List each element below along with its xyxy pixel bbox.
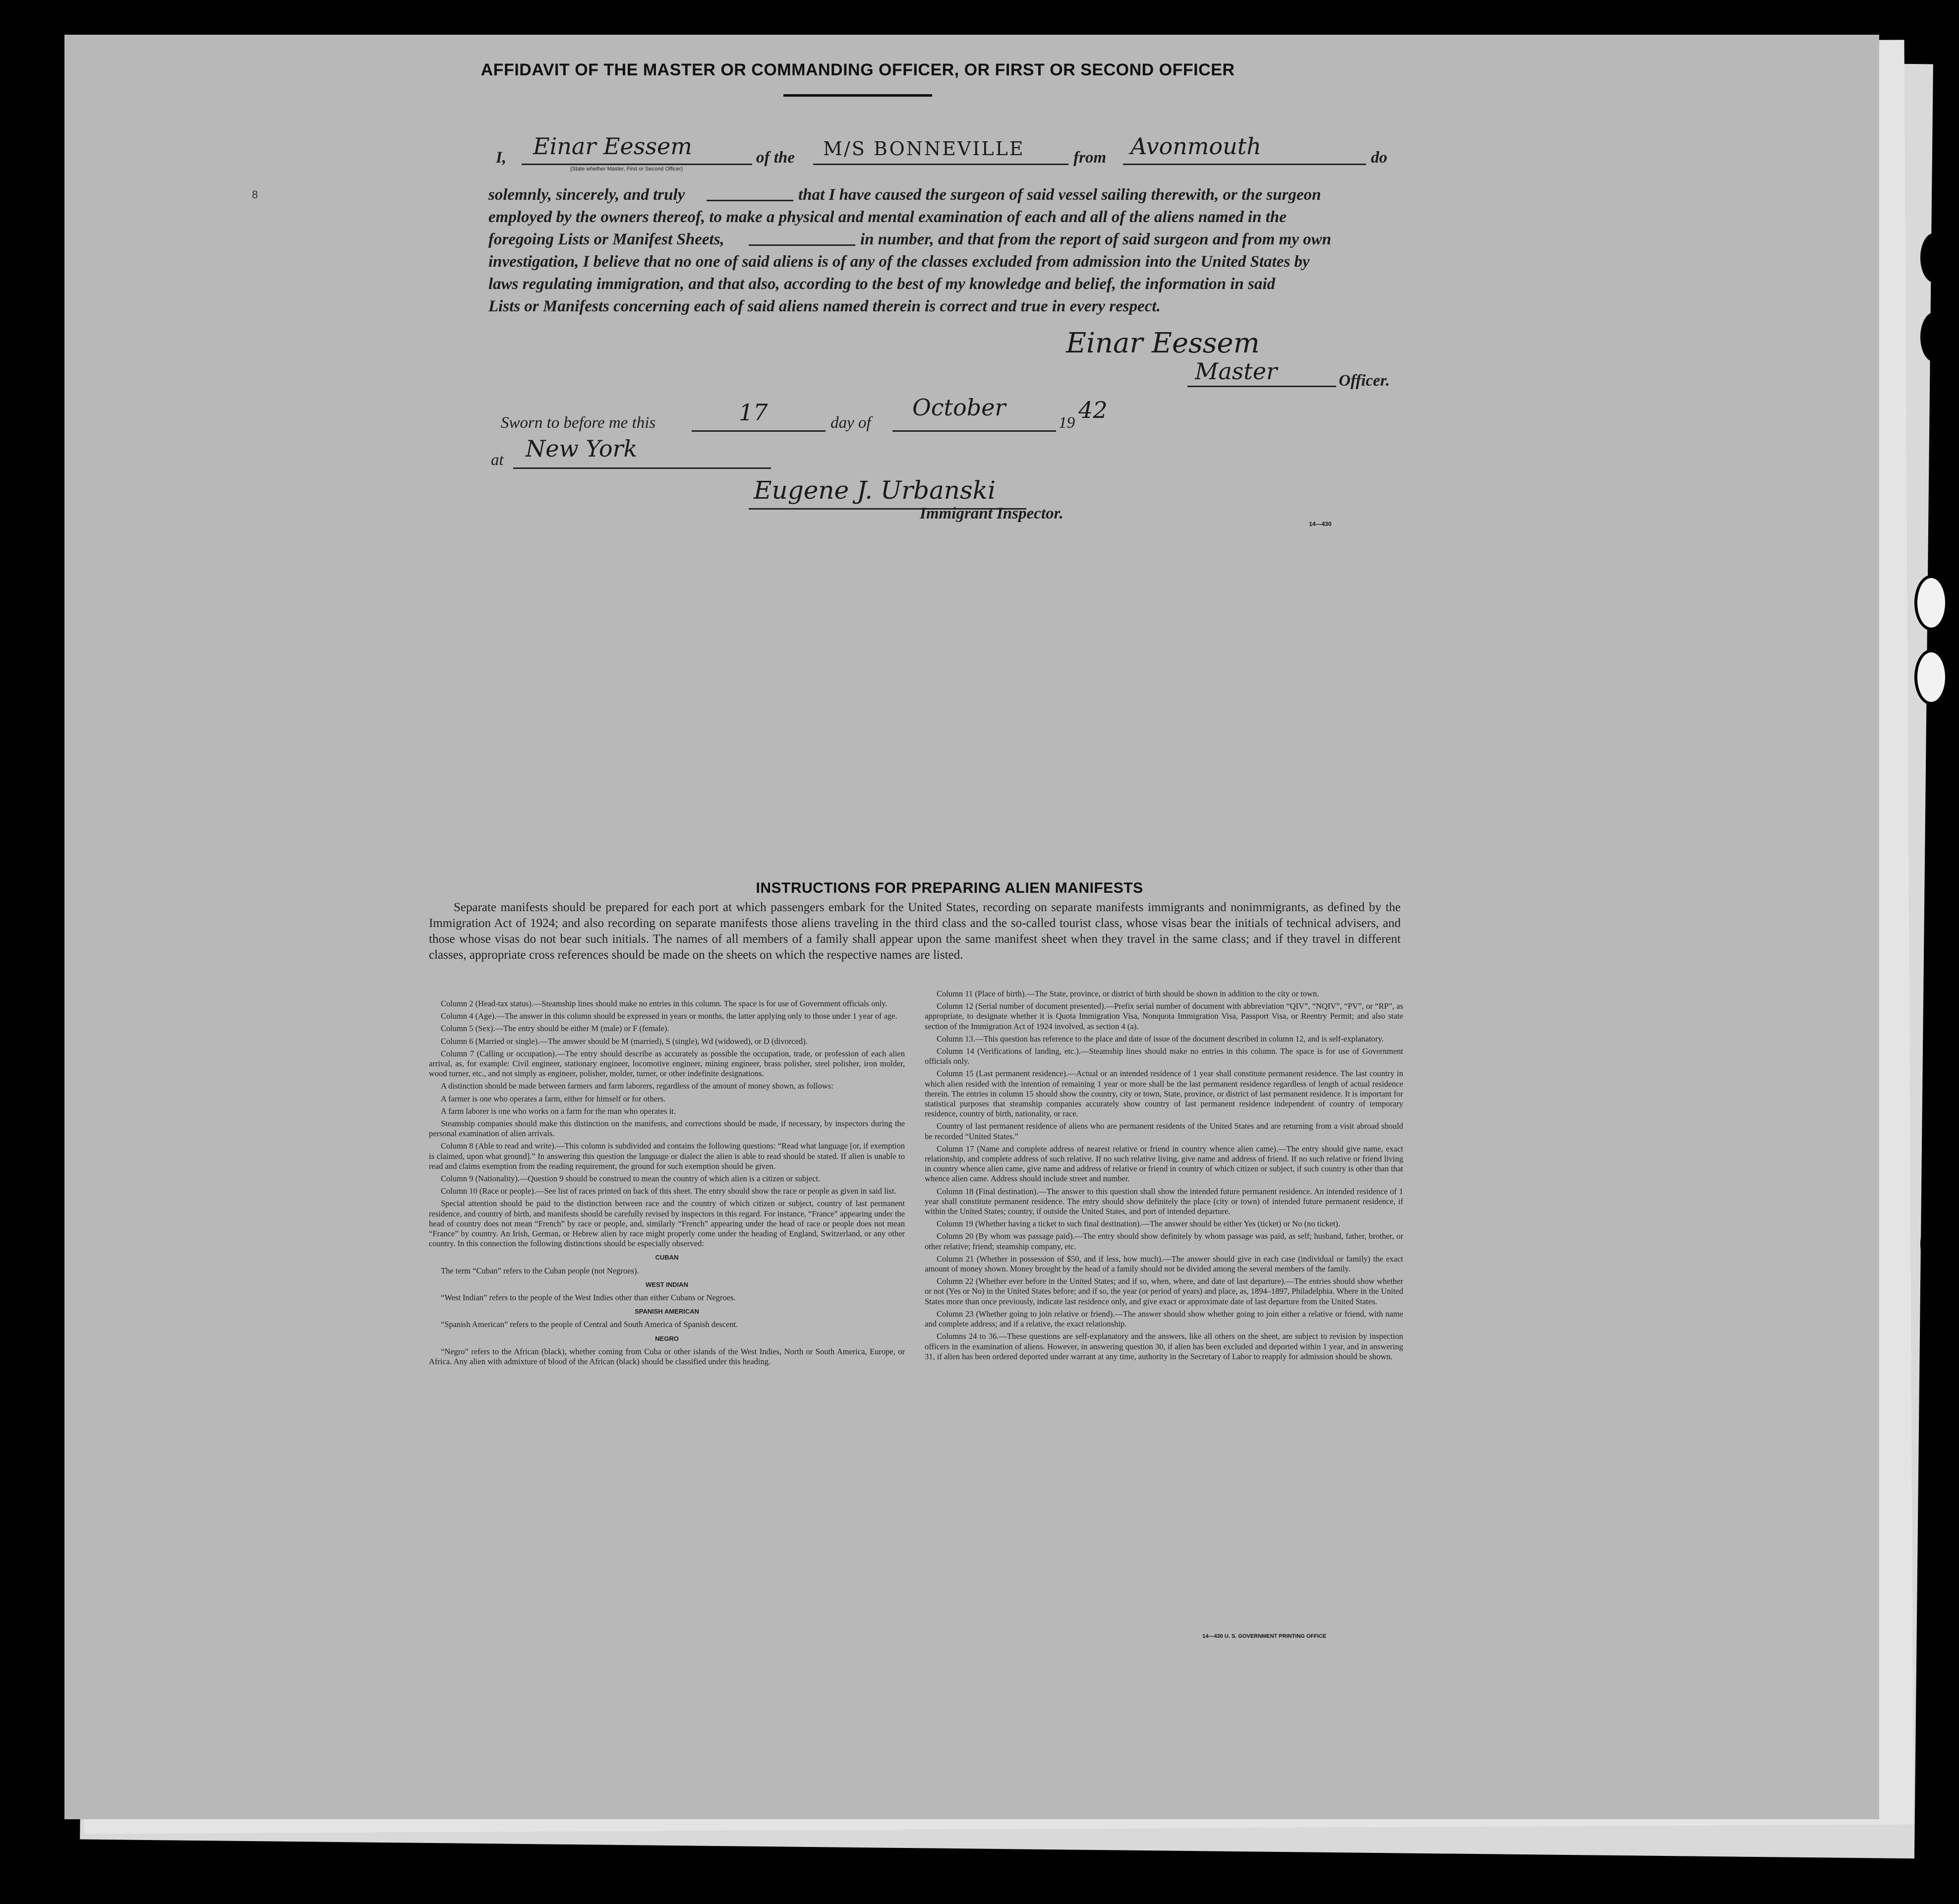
instruction-paragraph: Columns 24 to 36.—These questions are self-explanatory and the answers, like all others on the sheet, are subject to revision by inspection officers in the examination of aliens. However, in answering question 30, if alien has been excluded and deported within 1 year, and in answering 31, if alien has been ordered deported under warrant at any time, authority in the Secretary of Labor to reapply for admission should be shown.	[925, 1331, 1403, 1361]
affidavit-body-line: investigation, I believe that no one of said aliens is of any of the classes excluded from admission into the United States by	[488, 253, 1310, 271]
instruction-paragraph: Column 21 (Whether in possession of $50, and if less, how much).—The answer should give in each case (individual or family) the exact amount of money shown. Money brought by the head of a family should not be divided among the several members of the family.	[925, 1254, 1403, 1274]
instruction-paragraph: Column 10 (Race or people).—See list of races printed on back of this sheet. The entry should show the race or people as given in said list.	[441, 1186, 896, 1196]
instruction-paragraph: Column 12 (Serial number of document presented).—Prefix serial number of document with abbreviation “QIV”, “NQIV”, “PV”, or “RP”, as appropriate, to designate whether it is Quota Immigration Visa, Nonquota Immigration Visa, Passport Visa, or Reentry Permit; and also state section of the Immigration Act of 1924 involved, as section 4 (a).	[925, 1001, 1403, 1031]
section-heading-west-indian: WEST INDIAN	[646, 1280, 688, 1288]
affidavit-title: AFFIDAVIT OF THE MASTER OR COMMANDING OFFICER, OR FIRST OR SECOND OFFICER	[480, 60, 1235, 79]
master-signature: Einar Eessem	[1066, 327, 1260, 359]
instruction-paragraph: “Spanish American” refers to the people of Central and South America of Spanish descent.	[441, 1320, 738, 1329]
affidavit-body-line: in number, and that from the report of said surgeon and from my own	[860, 231, 1331, 248]
affidavit-body-line: employed by the owners thereof, to make a physical and mental examination of each and all of the aliens named in the	[488, 208, 1287, 226]
text-of-the: of the	[756, 149, 795, 167]
officer-label: Officer.	[1339, 372, 1390, 390]
binder-hole	[1920, 1289, 1948, 1338]
instruction-paragraph: Column 11 (Place of birth).—The State, province, or district of birth should be shown in addition to the city or town.	[937, 989, 1319, 998]
handwritten-year: 42	[1078, 397, 1108, 423]
instruction-paragraph: Column 6 (Married or single).—The answer should be M (married), S (single), Wd (widowed), or D (divorced).	[441, 1036, 808, 1046]
instruction-paragraph: A farmer is one who operates a farm, either for himself or for others.	[441, 1094, 666, 1103]
handwritten-name: Einar Eessem	[533, 133, 692, 160]
text-do: do	[1371, 149, 1387, 167]
binder-hole	[1920, 312, 1948, 362]
instruction-paragraph: A farm laborer is one who works on a farm for the man who operates it.	[441, 1106, 676, 1116]
instructions-intro: Separate manifests should be prepared for each port at which passengers embark for the United States, recording on separate manifests immigrants and nonimmigrants, as defined by the Immigration Act of 1924; and also recording on separate manifests those aliens traveling in the third class and the so-called tourist class, whose visas bear the initials of technical advisers, and those whose visas do not bear such initials. The names of all members of a family shall appear upon the same manifest sheet when they travel in the same class; and if they travel in different classes, appropriate cross references should be made on the sheets on which the respective names are listed.	[429, 901, 1401, 962]
margin-mark: 8	[252, 188, 258, 201]
instruction-paragraph: The term “Cuban” refers to the Cuban people (not Negroes).	[441, 1266, 639, 1275]
section-heading-cuban: CUBAN	[655, 1254, 679, 1262]
inspector-label: Immigrant Inspector.	[920, 505, 1064, 522]
inspector-signature: Eugene J. Urbanski	[754, 476, 996, 505]
handwritten-rank: Master	[1195, 358, 1277, 385]
instruction-paragraph: Column 13.—This question has reference to the place and date of issue of the document described in column 12, and is self-explanatory.	[937, 1034, 1384, 1043]
instruction-paragraph: Column 22 (Whether ever before in the United States; and if so, when, where, and date of last departure).—The entries should show whether or not (Yes or No) in the United States before; and if so, the year (or period of years) and place, as, 1894–1897, Philadelphia. Where in the United States more than once previously, indicate last residence only, and give exact or approximate date of last departure from the United States.	[925, 1276, 1403, 1306]
instructions-left-column	[429, 999, 905, 1369]
instruction-paragraph: Country of last permanent residence of aliens who are permanent residents of the United States and are returning from a visit abroad should be recorded “United States.”	[925, 1121, 1403, 1141]
instruction-paragraph: Column 23 (Whether going to join relative or friend).—The answer should show whether going to join either a relative or friend, with name and complete address; and if a relative, the exact relationship.	[925, 1309, 1403, 1329]
instruction-paragraph: Special attention should be paid to the distinction between race and the country of which citizen or subject, country of last permanent residence, and country of birth, and manifests should be carefully revised by inspectors in this regard. For instance, “France” appearing under the head of country does not mean “French” by race or people, and, similarly “French” appearing under the head of race or people does not mean “France” by country. An Irish, German, or Hebrew alien by race might properly come under the heading of England, Switzerland, or any other country. In this connection the following distinctions should be especially observed:	[429, 1199, 905, 1249]
title-underline	[783, 94, 932, 97]
instruction-paragraph: Column 15 (Last permanent residence).—Actual or an intended residence of 1 year shall constitute permanent residence. The last country in which alien resided with the intention of remaining 1 year or more shall be the last permanent residence regardless of length of actual residence therein. The entries in column 15 should show the country, city or town, State, province, or district of last permanent residence. It is important for statistical purposes that steamship companies accurately show country of last permanent residence independent of country of temporary residence, country of birth, nationality, or race.	[925, 1069, 1403, 1119]
instruction-paragraph: “West Indian” refers to the people of the West Indies other than either Cubans or Negroes.	[441, 1293, 736, 1303]
affidavit-body-line: laws regulating immigration, and that also, according to the best of my knowledge and belief, the information in said	[488, 275, 1275, 293]
instructions-title: INSTRUCTIONS FOR PREPARING ALIEN MANIFESTS	[756, 880, 1143, 896]
affidavit-body-line: Lists or Manifests concerning each of said aliens named therein is correct and true in every respect.	[488, 297, 1161, 315]
text-i: I,	[496, 149, 507, 167]
binder-hole	[1914, 575, 1948, 631]
instructions-right-column	[925, 989, 1403, 1364]
printing-office-footer: 14—430 U. S. GOVERNMENT PRINTING OFFICE	[1202, 1633, 1326, 1639]
instruction-paragraph: Steamship companies should make this distinction on the manifests, and corrections should be made, if necessary, by inspectors during the personal examination of alien arrivals.	[429, 1119, 905, 1139]
instruction-paragraph: Column 4 (Age).—The answer in this column should be expressed in years or months, the latter applying only to those under 1 year of age.	[441, 1011, 897, 1021]
section-heading-negro: NEGRO	[655, 1334, 679, 1342]
handwritten-port: Avonmouth	[1130, 133, 1261, 160]
instruction-paragraph: Column 14 (Verifications of landing, etc.).—Steamship lines should make no entries in this column. The space is for use of Government officials only.	[925, 1046, 1403, 1066]
instruction-paragraph: Column 20 (By whom was passage paid).—The entry should show definitely by whom passage was paid, as self; husband, father, brother, or other relative; friend; steamship company, etc.	[925, 1231, 1403, 1251]
form-code: 14—430	[1309, 520, 1332, 527]
handwritten-place: New York	[526, 435, 638, 462]
instruction-paragraph: Column 7 (Calling or occupation).—The entry should describe as accurately as possible the occupation, trade, or profession of each alien arrival, as, for example: Civil engineer, stationary engineer, locomotive engineer, mining engineer, brass polisher, steel polisher, iron molder, wood turner, etc., and not simply as engineer, polisher, molder, turner, or other indefinite designations.	[429, 1048, 905, 1079]
instruction-paragraph: Column 2 (Head-tax status).—Steamship lines should make no entries in this column. The space is for use of Government officials only.	[441, 999, 888, 1008]
instruction-paragraph: Column 9 (Nationality).—Question 9 should be construed to mean the country of which alien is a citizen or subject.	[441, 1174, 821, 1184]
count-field	[749, 227, 855, 246]
binder-hole	[1920, 1219, 1948, 1269]
instruction-paragraph: A distinction should be made between farmers and farm laborers, regardless of the amount of money shown, as follows:	[441, 1081, 833, 1091]
instruction-paragraph: Column 19 (Whether having a ticket to such final destination).—The answer should be either Yes (ticket) or No (no ticket).	[937, 1219, 1340, 1229]
day-of-label: day of	[831, 414, 871, 432]
binder-hole	[1920, 233, 1948, 283]
instruction-paragraph: Column 8 (Able to read and write).—This column is subdivided and contains the following questions: “Read what language [or, if exemption is claimed, upon what ground].” In answering this question the language or dialect the alien is able to read should be stated. If alien is unable to read and claims exemption from the reading requirement, the ground for such exemption should be given.	[429, 1141, 905, 1171]
instruction-paragraph: Column 17 (Name and complete address of nearest relative or friend in country whence alien came).—The entry should give name, exact relationship, and complete address of such relative. If no such relative living, give name and address of friend. If no such relative or friend living in country whence alien came, give name and address of relative or friend in country of which citizen or subject, if such country is other than that whence alien came. Address should include street and number.	[925, 1144, 1403, 1184]
blank-field	[707, 182, 793, 201]
affidavit-body-line: foregoing Lists or Manifest Sheets,	[488, 231, 724, 248]
section-heading-spanish-american: SPANISH AMERICAN	[634, 1308, 699, 1316]
instruction-paragraph: Column 5 (Sex).—The entry should be either M (male) or F (female).	[441, 1024, 669, 1034]
instruction-paragraph: Column 18 (Final destination).—The answer to this question shall show the intended future permanent residence. An intended residence of 1 year shall constitute permanent residence. The entry should show definitely the place (city or town) of intended future permanent residence, if within the United States; country, if outside the United States, and port of intended departure.	[925, 1186, 1403, 1216]
handwritten-day: 17	[739, 399, 768, 426]
handwritten-vessel: M/S BONNEVILLE	[823, 138, 1025, 160]
handwritten-month: October	[912, 394, 1006, 421]
text-from: from	[1073, 149, 1106, 167]
sworn-prefix: Sworn to before me this	[501, 414, 656, 432]
at-label: at	[491, 451, 504, 469]
affidavit-body-line: solemnly, sincerely, and truly	[488, 186, 685, 204]
instruction-paragraph: “Negro” refers to the African (black), whether coming from Cuba or other islands of the West Indies, North or South America, Europe, or Africa. Any alien with admixture of blood of the African (black) should be classified under this heading.	[429, 1346, 905, 1367]
state-note: (State whether Master, First or Second Officer)	[570, 166, 683, 172]
binder-hole	[1914, 649, 1948, 705]
year-prefix: 19	[1059, 414, 1075, 432]
affidavit-body-line: that I have caused the surgeon of said vessel sailing therewith, or the surgeon	[798, 186, 1321, 204]
